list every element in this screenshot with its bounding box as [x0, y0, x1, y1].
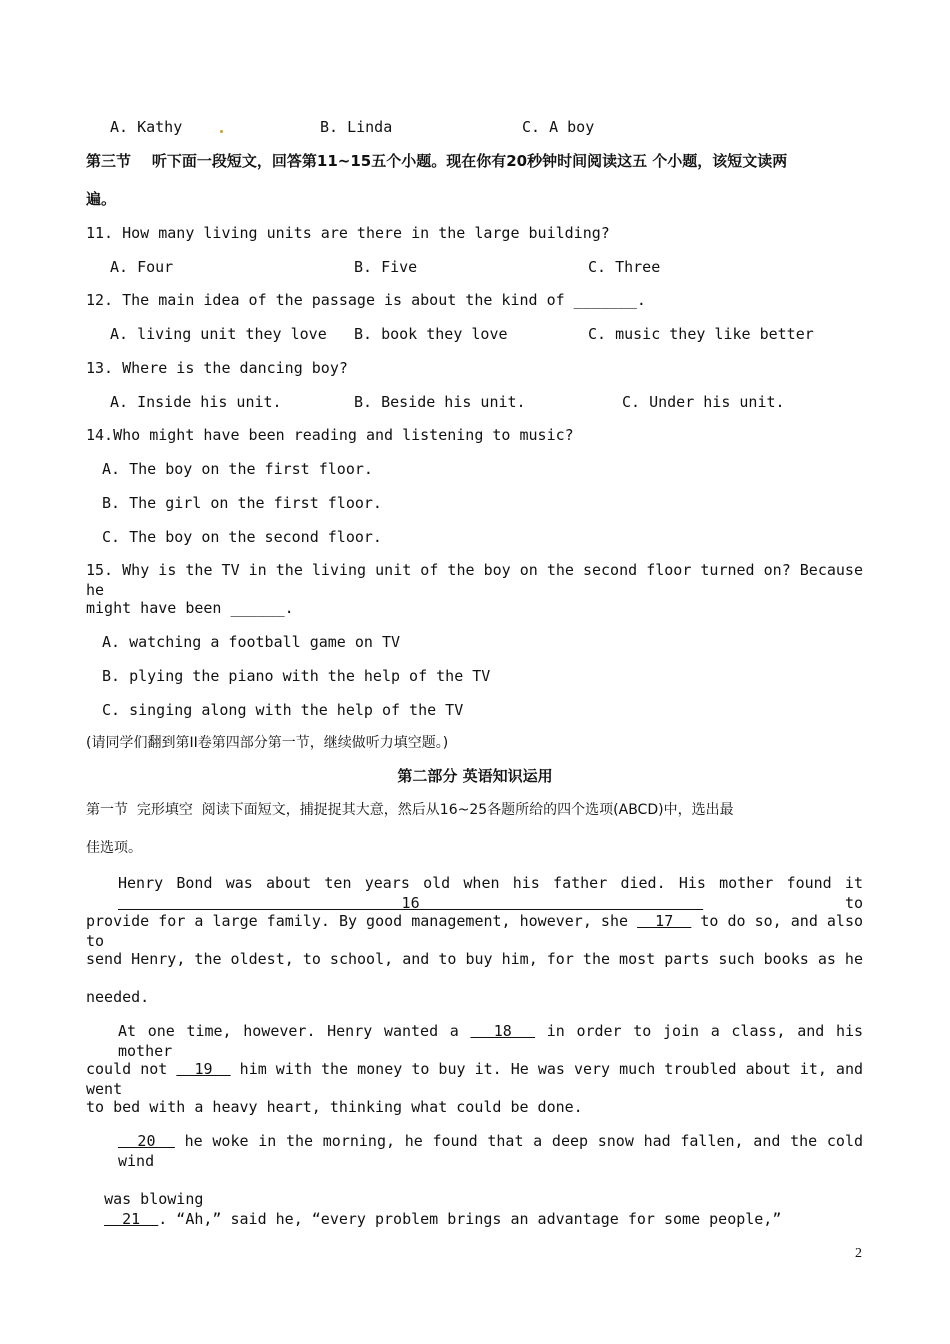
q10-option-a: A. Kathy: [110, 118, 183, 136]
passage-line: needed.: [86, 988, 150, 1006]
q10-option-c: C. A boy: [522, 118, 595, 136]
passage-text: Henry Bond was about ten years old when his father died. His mother found it: [118, 874, 863, 892]
question-15-cont: might have been ______.: [86, 599, 294, 617]
q13-option-b: B. Beside his unit.: [354, 393, 526, 411]
q11-option-b: B. Five: [354, 258, 418, 276]
blank-16: 16: [118, 894, 704, 912]
passage-text: he woke in the morning, he found that a deep snow had fallen, and the cold wind: [118, 1132, 864, 1170]
cloze-instructions: 第一节 完形填空 阅读下面短文，捕捉捉其大意，然后从16~25各题所给的四个选项(ABCD)中，选出最: [86, 802, 734, 818]
passage-text: was blowing: [104, 1190, 204, 1208]
q12-option-b: B. book they love: [354, 325, 508, 343]
question-11: 11. How many living units are there in the large building?: [86, 224, 610, 242]
passage-line: to bed with a heavy heart, thinking what could be done.: [86, 1098, 583, 1116]
section3-heading-cont: 遍。: [86, 190, 117, 208]
section3-heading: 第三节 听下面一段短文，回答第11~15五个小题。现在你有20秒钟时间阅读这五 个小题，该短文读两: [86, 152, 788, 170]
passage-line: [86, 1059, 863, 1099]
passage-line: [86, 1169, 781, 1229]
q12-option-a: A. living unit they love: [110, 325, 327, 343]
passage-text: him with the money to buy it. He was very much troubled about it, and went: [86, 1060, 864, 1098]
passage-text: provide for a large family. By good management, however, she: [86, 912, 629, 930]
blank-18: 18: [470, 1022, 536, 1040]
passage-line: [118, 873, 863, 913]
blank-21: 21: [104, 1210, 159, 1228]
blank-19: 19: [176, 1060, 231, 1078]
question-14: 14.Who might have been reading and listening to music?: [86, 426, 574, 444]
part2-title: 第二部分 英语知识运用: [397, 767, 553, 785]
passage-line: [118, 1021, 863, 1061]
passage-text: in order to join a class, and his mother: [118, 1022, 864, 1060]
q15-option-a: A. watching a football game on TV: [102, 633, 401, 651]
q11-option-a: A. Four: [110, 258, 174, 276]
passage-text: At one time, however. Henry wanted a: [118, 1022, 459, 1040]
q15-option-c: C. singing along with the help of the TV: [102, 701, 464, 719]
q14-option-a: A. The boy on the first floor.: [102, 460, 373, 478]
passage-text: could not: [86, 1060, 168, 1078]
q13-option-a: A. Inside his unit.: [110, 393, 282, 411]
passage-line: send Henry, the oldest, to school, and to buy him, for the most parts such books as he: [86, 950, 863, 968]
q10-option-b: B. Linda: [320, 118, 393, 136]
passage-text: . “Ah,” said he, “every problem brings an advantage for some people,”: [158, 1210, 782, 1228]
q12-option-c: C. music they like better: [588, 325, 814, 343]
q13-option-c: C. Under his unit.: [622, 393, 785, 411]
page-number: 2: [855, 1246, 862, 1261]
question-12: 12. The main idea of the passage is about the kind of _______.: [86, 291, 646, 309]
cloze-instructions-cont: 佳选项。: [86, 840, 142, 856]
passage-text: to do so, and also to: [86, 912, 864, 950]
instruction-note: (请同学们翻到第II卷第四部分第一节，继续做听力填空题。): [86, 735, 449, 751]
passage-text: to: [844, 894, 864, 912]
question-15: 15. Why is the TV in the living unit of the boy on the second floor turned on? Because he: [86, 561, 863, 599]
q11-option-c: C. Three: [588, 258, 661, 276]
speck-mark: [220, 130, 223, 133]
q14-option-b: B. The girl on the first floor.: [102, 494, 382, 512]
blank-20: 20: [118, 1132, 175, 1150]
q15-option-b: B. plying the piano with the help of the TV: [102, 667, 491, 685]
q14-option-c: C. The boy on the second floor.: [102, 528, 382, 546]
passage-line: [118, 1131, 863, 1171]
passage-line: [86, 911, 863, 951]
blank-17: 17: [637, 912, 692, 930]
question-13: 13. Where is the dancing boy?: [86, 359, 348, 377]
